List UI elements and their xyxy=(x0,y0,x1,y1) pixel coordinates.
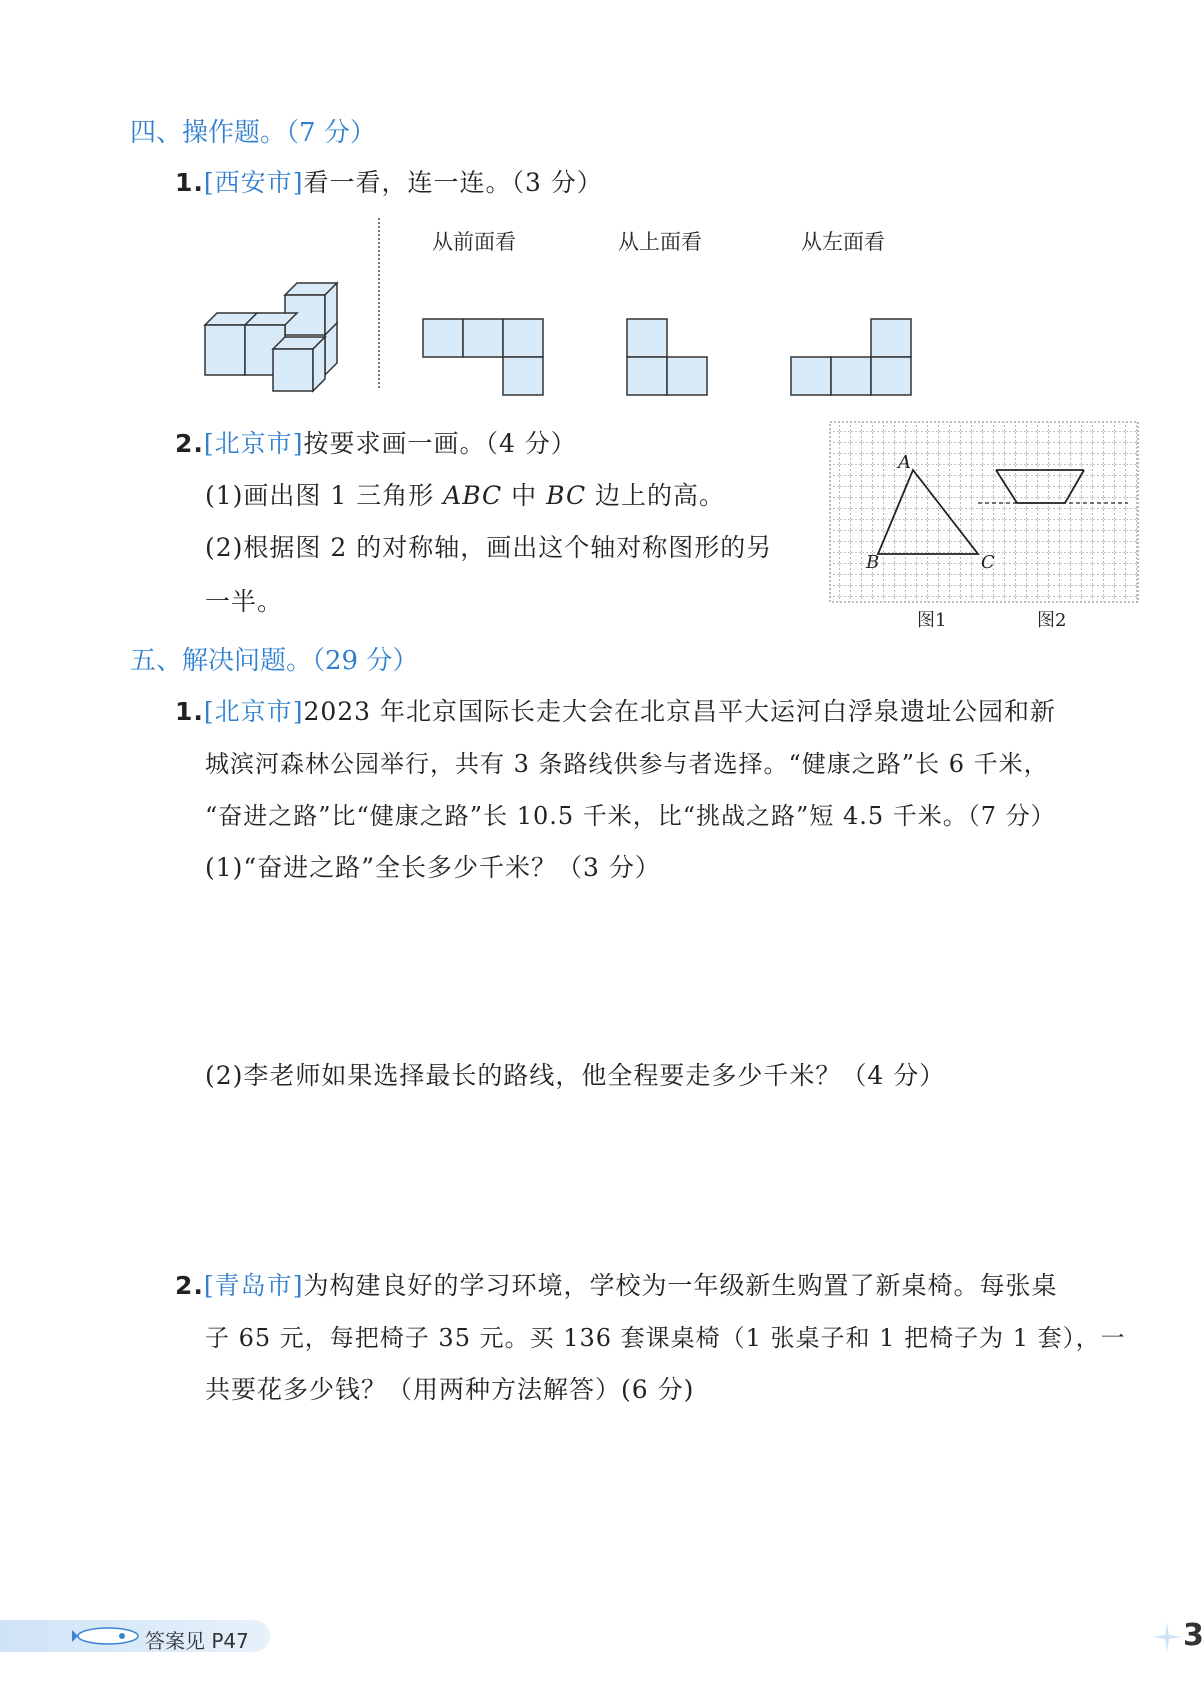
s4-q2-part1-abc: ABC xyxy=(443,481,503,510)
s5-q2-region: 青岛市 xyxy=(214,1271,293,1300)
label-fig2: 图2 xyxy=(1037,610,1067,631)
top-view-shape xyxy=(626,318,708,398)
s4-q2-region: 北京市 xyxy=(214,429,293,458)
s4-q2-part2-line2: 一半。 xyxy=(205,587,284,616)
section-4-score: （7 分） xyxy=(286,118,376,148)
s5-q1-line2: 城滨河森林公园举行，共有 3 条路线供参与者选择。“健康之路”长 6 千米， xyxy=(205,750,1049,778)
s4-q1-text: 看一看，连一连。（3 分） xyxy=(303,168,603,197)
section-5-title xyxy=(130,640,418,677)
cube-stack-figure xyxy=(195,275,345,393)
dot-grid-figure xyxy=(828,420,1148,635)
dotted-divider xyxy=(378,218,380,388)
view-label-top: 从上面看 xyxy=(618,230,702,254)
label-c: C xyxy=(981,552,995,573)
section-5-title-text: 五、解决问题。 xyxy=(130,646,313,676)
label-fig1: 图1 xyxy=(917,610,947,631)
s4-q2-text: 按要求画一画。（4 分） xyxy=(303,429,577,458)
left-view-shape xyxy=(790,318,912,398)
view-label-left: 从左面看 xyxy=(801,230,885,254)
s4-q2-line xyxy=(175,424,577,460)
s5-q2-text-line1: 为构建良好的学习环境，学校为一年级新生购置了新桌椅。每张桌 xyxy=(303,1271,1058,1300)
s4-q1-region-tag: [西安市] xyxy=(203,168,304,197)
rocket-icon xyxy=(70,1624,142,1648)
s5-q1-text-line1: 2023 年北京国际长走大会在北京昌平大运河白浮泉遗址公园和新 xyxy=(303,697,1057,726)
view-label-front: 从前面看 xyxy=(432,230,516,254)
s4-q2-part1-post: 边上的高。 xyxy=(586,481,726,510)
s4-q2-part1 xyxy=(205,476,725,512)
s4-q2-part1-bc: BC xyxy=(546,481,587,510)
s4-q2-part2-line1: (2)根据图 2 的对称轴，画出这个轴对称图形的另 xyxy=(205,533,773,562)
s5-q1-region: 北京市 xyxy=(214,697,293,726)
s5-q2-line3: 共要花多少钱？（用两种方法解答）(6 分) xyxy=(205,1375,695,1404)
label-b: B xyxy=(866,552,880,573)
s4-q2-part1-pre: (1)画出图 1 三角形 xyxy=(205,481,444,510)
s5-q2-line2: 子 65 元，每把椅子 35 元。买 136 套课桌椅（1 张桌子和 1 把椅子为 1 套），一 xyxy=(205,1324,1126,1352)
page-number: 3 xyxy=(1183,1618,1204,1653)
section-4-title-text: 四、操作题。 xyxy=(130,118,287,148)
s5-q1-part1: (1)“奋进之路”全长多少千米？（3 分） xyxy=(205,853,661,882)
section-4-title xyxy=(130,112,376,149)
s4-q2-number: 2. xyxy=(175,429,204,458)
s5-q2-number: 2. xyxy=(175,1271,204,1300)
s5-q1-number: 1. xyxy=(175,697,204,726)
s5-q1-part2: (2)李老师如果选择最长的路线，他全程要走多少千米？（4 分） xyxy=(205,1061,946,1090)
s5-q1-line3: “奋进之路”比“健康之路”长 10.5 千米，比“挑战之路”短 4.5 千米。（7 分） xyxy=(205,802,1056,830)
section-5-score: （29 分） xyxy=(312,646,419,676)
s4-q1-number: 1. xyxy=(175,168,204,197)
s5-q1-line1 xyxy=(175,692,1056,728)
s4-q2-region-tag: [北京市] xyxy=(203,429,304,458)
front-view-shape xyxy=(422,318,544,398)
label-a: A xyxy=(898,452,911,473)
answer-reference: 答案见 P47 xyxy=(145,1629,249,1653)
s4-q1-line xyxy=(175,163,603,199)
s4-q1-region: 西安市 xyxy=(214,168,293,197)
s5-q1-region-tag: [北京市] xyxy=(203,697,304,726)
sparkle-icon xyxy=(1150,1620,1184,1654)
s5-q2-line1 xyxy=(175,1266,1057,1302)
s5-q2-region-tag: [青岛市] xyxy=(203,1271,304,1300)
s4-q2-part1-mid: 中 xyxy=(502,481,547,510)
